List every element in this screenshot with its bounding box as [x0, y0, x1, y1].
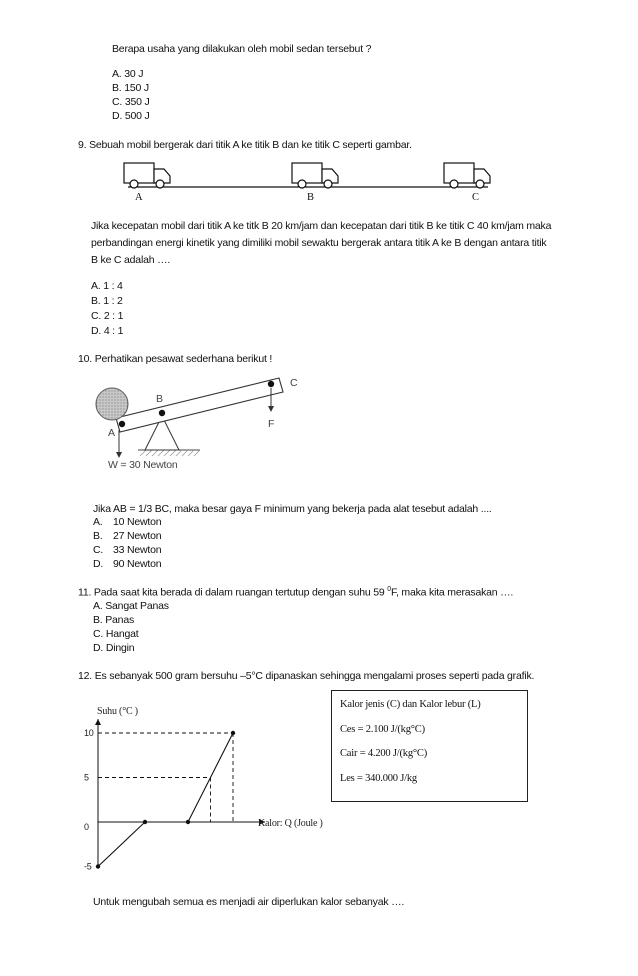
info-box-title: Kalor jenis (C) dan Kalor lebur (L)	[340, 699, 481, 710]
data-point	[231, 731, 235, 735]
lever-label-w: W = 30 Newton	[108, 459, 178, 471]
q8-option-a: A. 30 J	[112, 68, 144, 80]
y-tick-label: 5	[84, 772, 89, 783]
info-box-les: Les = 340.000 J/kg	[340, 773, 417, 784]
q10-option-b-letter: B.	[93, 530, 103, 542]
y-axis-arrow-icon	[95, 719, 101, 725]
q10-option-c-letter: C.	[93, 544, 104, 556]
q10-option-b: 27 Newton	[113, 530, 162, 542]
data-point	[143, 820, 147, 824]
q8-option-d: D. 500 J	[112, 110, 150, 122]
q9-option-d: D. 4 : 1	[91, 325, 124, 337]
q8-option-c: C. 350 J	[112, 96, 150, 108]
q8-option-b: B. 150 J	[112, 82, 149, 94]
q9-track-diagram	[110, 155, 530, 205]
y-tick-label: 10	[84, 728, 94, 738]
info-box	[331, 690, 528, 802]
q8-stem: Berapa usaha yang dilakukan oleh mobil sedan tersebut ?	[112, 43, 372, 55]
q11-option-b: B. Panas	[93, 614, 135, 626]
truck-icon	[292, 163, 338, 188]
truck-icon	[444, 163, 490, 188]
lever-label-c: C	[290, 377, 298, 389]
lever-diagram	[90, 372, 320, 472]
x-axis-label: Kalor: Q (Joule )	[258, 818, 323, 829]
q9-label-c: C	[472, 192, 479, 203]
q10-option-c: 33 Newton	[113, 544, 162, 556]
q9-text-line-2: perbandingan energi kinetik yang dimiliki mobil sewaktu bergerak antara titik A ke B dengan antara titik	[91, 237, 547, 249]
info-box-ces: Ces = 2.100 J/(kg°C)	[340, 724, 425, 735]
q9-label-a: A	[135, 192, 143, 203]
data-point	[96, 864, 100, 868]
y-tick-label: -5	[84, 861, 92, 872]
q10-text: Jika AB = 1/3 BC, maka besar gaya F minimum yang bekerja pada alat tesebut adalah ....	[93, 503, 492, 515]
lever-label-a: A	[108, 427, 115, 439]
q12-stem: 12. Es sebanyak 500 gram bersuhu –5°C dipanaskan sehingga mengalami proses seperti pada grafik.	[78, 670, 535, 682]
q10-stem: 10. Perhatikan pesawat sederhana berikut !	[78, 353, 273, 365]
q11-stem: 11. Pada saat kita berada di dalam ruangan tertutup dengan suhu 59 $^0$F, maka kita merasakan ….	[78, 586, 514, 599]
lever-label-f: F	[268, 418, 275, 430]
q9-label-b: B	[307, 192, 314, 203]
q9-option-b: B. 1 : 2	[91, 295, 123, 307]
q10-option-d: 90 Newton	[113, 558, 162, 570]
data-point	[186, 820, 190, 824]
truck-icon	[124, 163, 170, 188]
series-line	[98, 733, 233, 867]
q9-option-a: A. 1 : 4	[91, 280, 123, 292]
q11-option-c: C. Hangat	[93, 628, 139, 640]
y-axis-label: Suhu (°C )	[97, 706, 138, 717]
temperature-graph	[60, 695, 360, 885]
info-box-cair: Cair = 4.200 J/(kg°C)	[340, 748, 427, 759]
q12-closing: Untuk mengubah semua es menjadi air diperlukan kalor sebanyak ….	[93, 896, 405, 908]
q10-option-a: 10 Newton	[113, 516, 162, 528]
q9-stem: 9. Sebuah mobil bergerak dari titik A ke titik B dan ke titik C seperti gambar.	[78, 139, 412, 151]
y-tick-label: 0	[84, 822, 89, 832]
q11-option-a: A. Sangat Panas	[93, 600, 169, 612]
q10-option-a-letter: A.	[93, 516, 103, 528]
q11-option-d: D. Dingin	[93, 642, 135, 654]
q10-option-d-letter: D.	[93, 558, 104, 570]
q9-text-line-3: B ke C adalah ….	[91, 254, 171, 266]
q9-text-line-1: Jika kecepatan mobil dari titik A ke titk B 20 km/jam dan kecepatan dari titik B ke titik C 40 km/jam maka	[91, 220, 552, 232]
lever-label-b: B	[156, 393, 163, 405]
q9-option-c: C. 2 : 1	[91, 310, 124, 322]
